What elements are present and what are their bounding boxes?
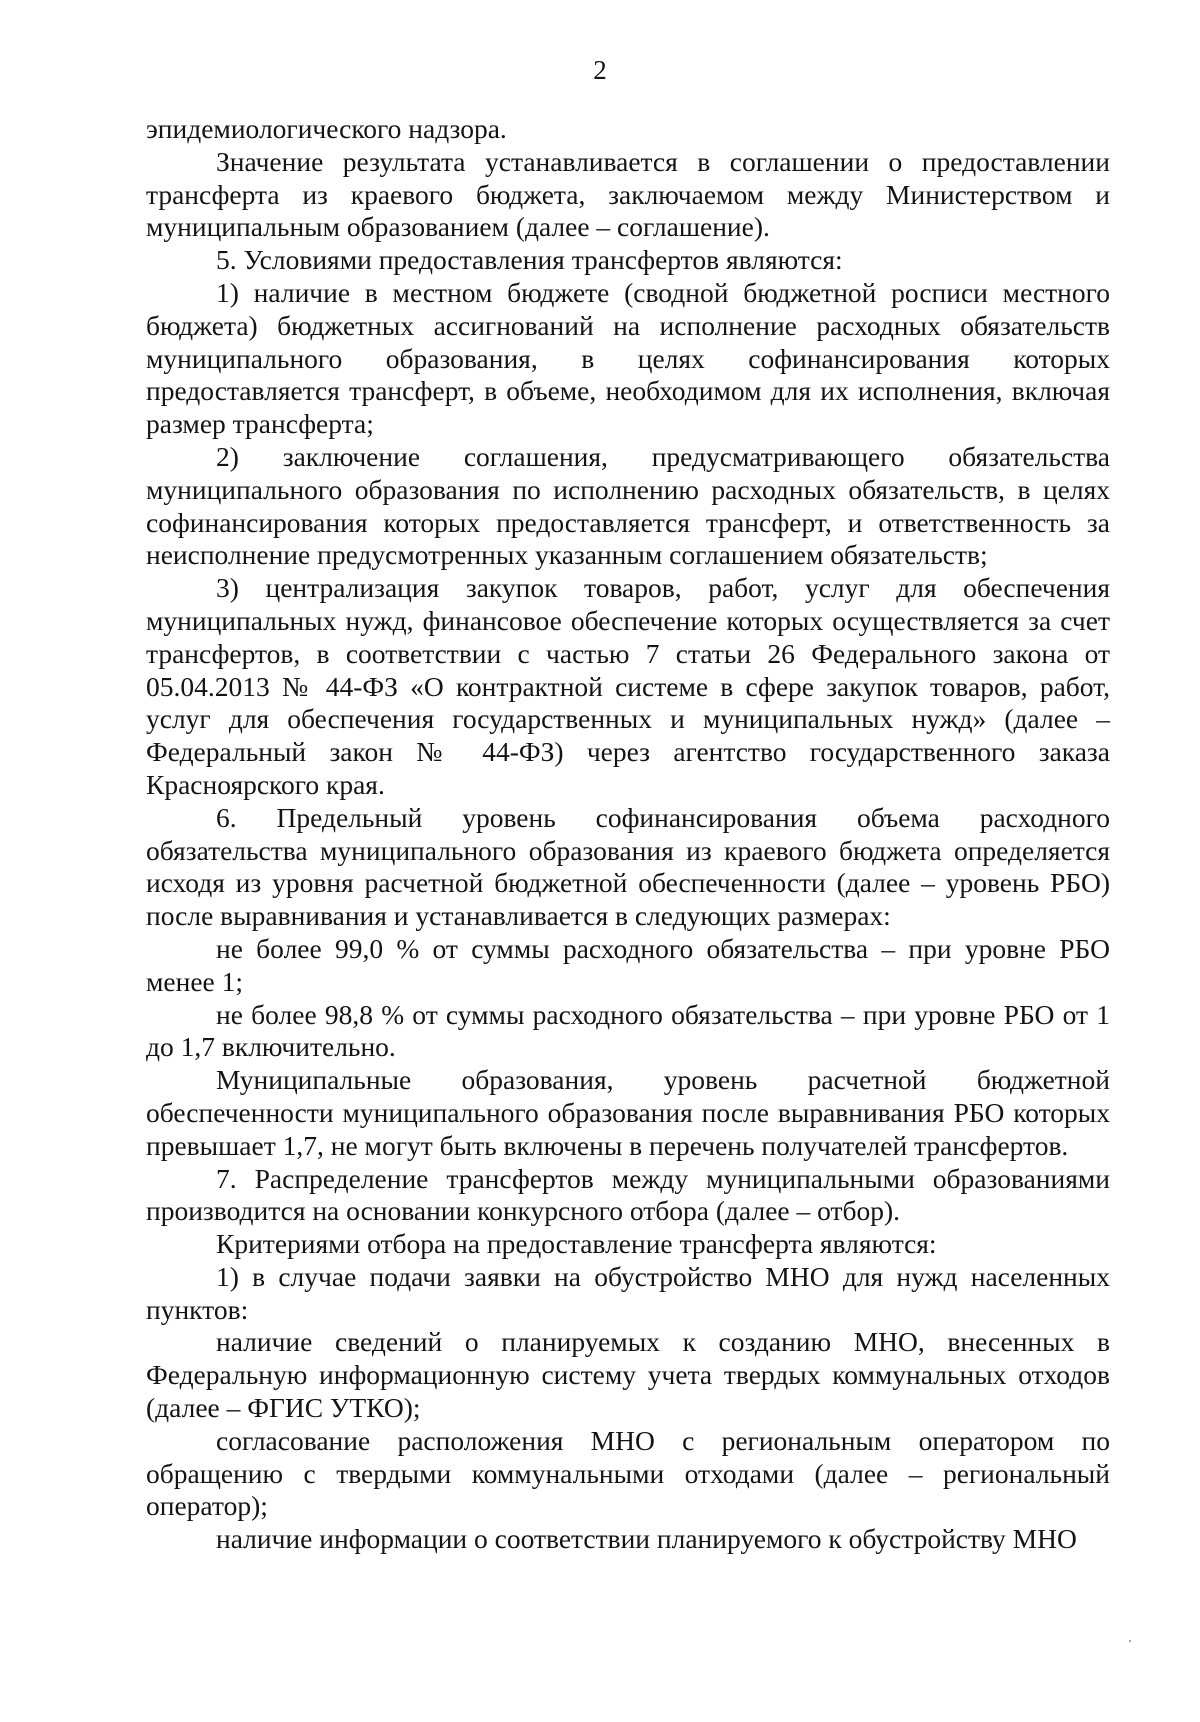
paragraph-regional-operator: согласование расположения МНО с региональным оператором по обращению с твердыми коммунальными отходами (далее – региональный оператор); bbox=[146, 1424, 1110, 1522]
paragraph-selection-criteria: Критериями отбора на предоставление трансферта являются: bbox=[216, 1228, 937, 1260]
paragraph-fgis-utko: наличие сведений о планируемых к созданию МНО, внесенных в Федеральную информационную систему учета твердых коммунальных отходов (далее – ФГИС УТКО); bbox=[146, 1326, 1110, 1424]
paragraph-clause-6: 6. Предельный уровень софинансирования объема расходного обязательства муниципального образования из краевого бюджета определяется исходя из уровня расчетной бюджетной обеспеченности (далее – уровень РБО) после выравнивания и устанавливается в следующих размерах: bbox=[146, 801, 1110, 932]
document-body bbox=[146, 113, 1110, 1556]
paragraph-condition-3: 3) централизация закупок товаров, работ, услуг для обеспечения муниципальных нужд, финансовое обеспечение которых осуществляется за счет трансфертов, в соответствии с частью 7 статьи 26 Федерального закона от 05.04.2013 № 44-ФЗ «О контрактной системе в сфере закупок товаров, работ, услуг для обеспечения государственных и муниципальных нужд» (далее – Федеральный закон № 44-ФЗ) через агентство государственного заказа Красноярского края. bbox=[146, 572, 1110, 800]
paragraph-criterion-1: 1) в случае подачи заявки на обустройство МНО для нужд населенных пунктов: bbox=[146, 1260, 1110, 1325]
paragraph-clause-5-heading: 5. Условиями предоставления трансфертов являются: bbox=[216, 244, 843, 276]
page-number: 2 bbox=[593, 55, 607, 85]
paragraph-clause-7: 7. Распределение трансфертов между муниципальными образованиями производится на основании конкурсного отбора (далее – отбор). bbox=[146, 1162, 1110, 1227]
paragraph-epidemiological-surveillance: эпидемиологического надзора. bbox=[146, 113, 507, 144]
paragraph-rate-99: не более 99,0 % от суммы расходного обязательства – при уровне РБО менее 1; bbox=[146, 932, 1110, 997]
paragraph-excluded-municipalities: Муниципальные образования, уровень расчетной бюджетной обеспеченности муниципального образования после выравнивания РБО которых превышает 1,7, не могут быть включены в перечень получателей трансфертов. bbox=[146, 1064, 1110, 1161]
paragraph-condition-1: 1) наличие в местном бюджете (сводной бюджетной росписи местного бюджета) бюджетных ассигнований на исполнение расходных обязательств муниципального образования, в целях софинансирования которых предоставляется трансферт, в объеме, необходимом для их исполнения, включая размер трансферта; bbox=[146, 276, 1110, 440]
paragraph-result-value: Значение результата устанавливается в соглашении о предоставлении трансферта из краевого бюджета, заключаемом между Министерством и муниципальным образованием (далее – соглашение). bbox=[146, 145, 1110, 243]
scan-speck bbox=[1129, 1640, 1131, 1642]
paragraph-compliance-info: наличие информации о соответствии планируемого к обустройству МНО bbox=[216, 1523, 1077, 1555]
paragraph-condition-2: 2) заключение соглашения, предусматривающего обязательства муниципального образования по исполнению расходных обязательств, в целях софинансирования которых предоставляется трансферт, и ответственность за неисполнение предусмотренных указанным соглашением обязательств; bbox=[146, 440, 1110, 571]
paragraph-rate-98-8: не более 98,8 % от суммы расходного обязательства – при уровне РБО от 1 до 1,7 включительно. bbox=[146, 998, 1110, 1063]
